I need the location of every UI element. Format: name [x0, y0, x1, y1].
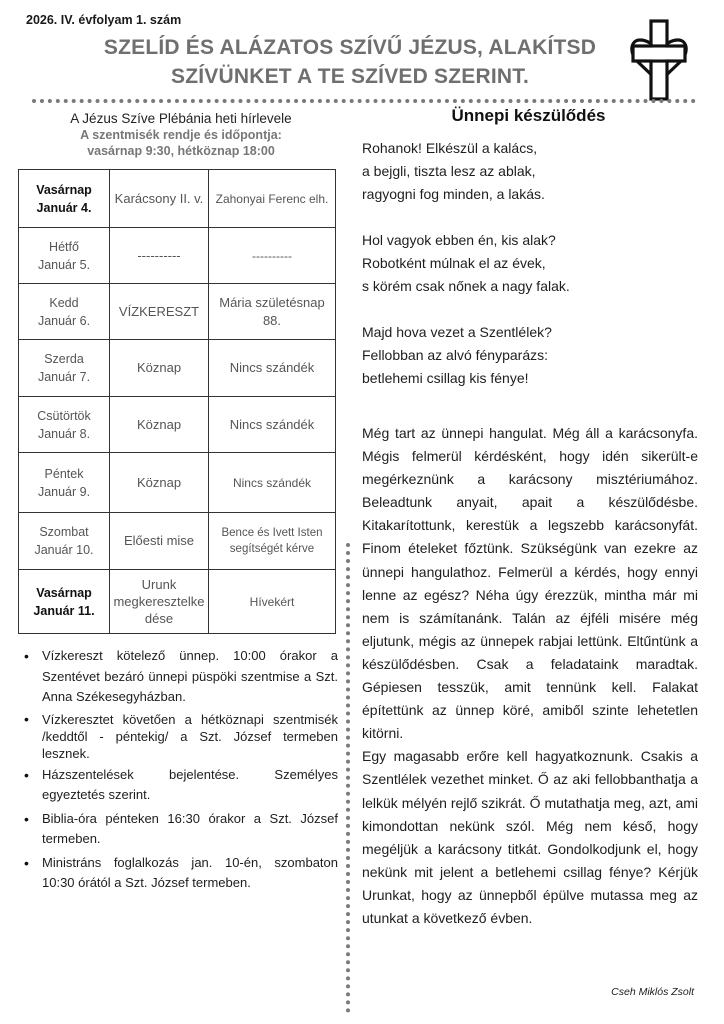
table-row	[19, 570, 336, 634]
mass-schedule-table	[18, 169, 336, 634]
poem-line: s körém csak nőnek a nagy falak.	[362, 278, 570, 294]
celebration-cell: Előesti mise	[110, 513, 209, 570]
day-cell: Szombat Január 10.	[19, 513, 110, 570]
announcements-list	[22, 646, 338, 897]
celebration-cell: VÍZKERESZT	[110, 284, 209, 340]
mass-order-label: A szentmisék rendje és időpontja:	[80, 128, 282, 142]
celebration-cell: Köznap	[110, 453, 209, 513]
poem-stanza	[362, 321, 696, 390]
celebration-cell: Köznap	[110, 397, 209, 453]
day-cell: Szerda Január 7.	[19, 340, 110, 397]
poem-line: ragyogni fog minden, a lakás.	[362, 186, 545, 202]
title-line-1: SZELÍD ÉS ALÁZATOS SZÍVŰ JÉZUS, ALAKÍTSD	[103, 36, 597, 59]
intention-cell: ----------	[209, 228, 336, 284]
poem-line: Rohanok! Elkészül a kalács,	[362, 140, 538, 156]
poem-line: a bejgli, tiszta lesz az ablak,	[362, 163, 536, 179]
paragraph: Még tart az ünnepi hangulat. Még áll a karácsonyfa. Mégis felmerül kérdésként, hogy idén sikerült-e megérkeznünk a karácsony misztériumához. Beleadtunk anyait, apait a készülődésbe. Kitakarítottunk, kerestük a legszebb karácsonyfát. Finom ételeket főztünk. Szükségünk van ezekre az ünnepi hangulathoz. Felmerül a kérdés, hogy ennyi lenne az egész? Néha úgy érezzük, mintha már mi nem is számítanánk. Talán az éjféli misére még eljutunk, mégis az ünnepek rabjai lettünk. Eltűntünk a készülődésben. Csak a feladataink maradtak. Gépiesen tesszük, amit tennünk kell. Falakat építettünk az ünnep köré, amiből szinte lehetetlen kitörni.	[362, 425, 698, 742]
poem-stanza	[362, 229, 696, 298]
day-cell: Péntek Január 9.	[19, 453, 110, 513]
intention-cell: Hívekért	[209, 570, 336, 634]
issue-number: 2026. IV. évfolyam 1. szám	[26, 13, 182, 27]
celebration-cell: Köznap	[110, 340, 209, 397]
list-item: • Házszentelések bejelentése. Személyes egyeztetés szerint.	[22, 765, 338, 806]
intention-cell: Mária születésnap 88.	[209, 284, 336, 340]
header-divider	[32, 99, 696, 103]
celebration-cell: Urunk megkeresztelke dése	[110, 570, 209, 634]
article-title: Ünnepi készülődés	[451, 106, 606, 125]
list-item: • Biblia-óra pénteken 16:30 órakor a Szt. József termeben.	[22, 809, 338, 850]
table-row	[19, 170, 336, 228]
column-divider	[346, 543, 350, 1013]
parish-heading	[18, 110, 344, 159]
poem-line: Robotként múlnak el az évek,	[362, 255, 546, 271]
intention-cell: Zahonyai Ferenc elh.	[209, 170, 336, 228]
day-cell: Hétfő Január 5.	[19, 228, 110, 284]
table-row	[19, 397, 336, 453]
table-row	[19, 284, 336, 340]
poem-line: betlehemi csillag kis fénye!	[362, 370, 529, 386]
parish-name: A Jézus Szíve Plébánia heti hírlevele	[70, 111, 292, 126]
sacred-heart-cross-icon	[626, 18, 692, 102]
intention-cell: Bence és Ivett Isten segítségét kérve	[209, 513, 336, 570]
table-row	[19, 513, 336, 570]
article-body	[362, 422, 698, 930]
table-row	[19, 228, 336, 284]
celebration-cell: Karácsony II. v.	[110, 170, 209, 228]
list-item: • Vízkeresztet követően a hétköznapi szentmisék /keddtől - péntekig/ a Szt. József termeben lesznek.	[22, 711, 338, 762]
day-cell: Csütörtök Január 8.	[19, 397, 110, 453]
intention-cell: Nincs szándék	[209, 340, 336, 397]
poem-stanza	[362, 137, 696, 206]
poem-line: Hol vagyok ebben én, kis alak?	[362, 232, 556, 248]
celebration-cell: ----------	[110, 228, 209, 284]
author-signature: Cseh Miklós Zsolt	[611, 986, 694, 998]
poem-line: Fellobban az alvó fényparázs:	[362, 347, 548, 363]
newsletter-title	[70, 33, 630, 91]
day-cell: Vasárnap Január 11.	[19, 570, 110, 634]
day-cell: Kedd Január 6.	[19, 284, 110, 340]
poem	[362, 137, 696, 413]
paragraph: Egy magasabb erőre kell hagyatkoznunk. Csakis a Szentlélek vezethet minket. Ő az aki fellobbanthatja a lelkük mélyén rejlő szikrát. Ő mutathatja meg, azt, ami kimondottan nekünk szól. Még nem késő, hogy megéljük a karácsony titkát. Gondolkodjunk el, hogy nekünk mit jelent a betlehemi csillag fénye? Kérjük Urunkat, hogy az ünnepből épülve mutassa meg az utunkat a következő évben.	[362, 748, 698, 926]
table-row	[19, 340, 336, 397]
intention-cell: Nincs szándék	[209, 397, 336, 453]
intention-cell: Nincs szándék	[209, 453, 336, 513]
day-cell: Vasárnap Január 4.	[19, 170, 110, 228]
list-item: • Vízkereszt kötelező ünnep. 10:00 órakor a Szentévet bezáró ünnepi püspöki szentmise a Szt. Anna Székesegyházban.	[22, 646, 338, 708]
mass-times: vasárnap 9:30, hétköznap 18:00	[87, 144, 275, 158]
poem-line: Majd hova vezet a Szentlélek?	[362, 324, 552, 340]
list-item: • Ministráns foglalkozás jan. 10-én, szombaton 10:30 órától a Szt. József termeben.	[22, 853, 338, 894]
table-row	[19, 453, 336, 513]
title-line-2: SZÍVÜNKET A TE SZÍVED SZERINT.	[171, 65, 529, 88]
